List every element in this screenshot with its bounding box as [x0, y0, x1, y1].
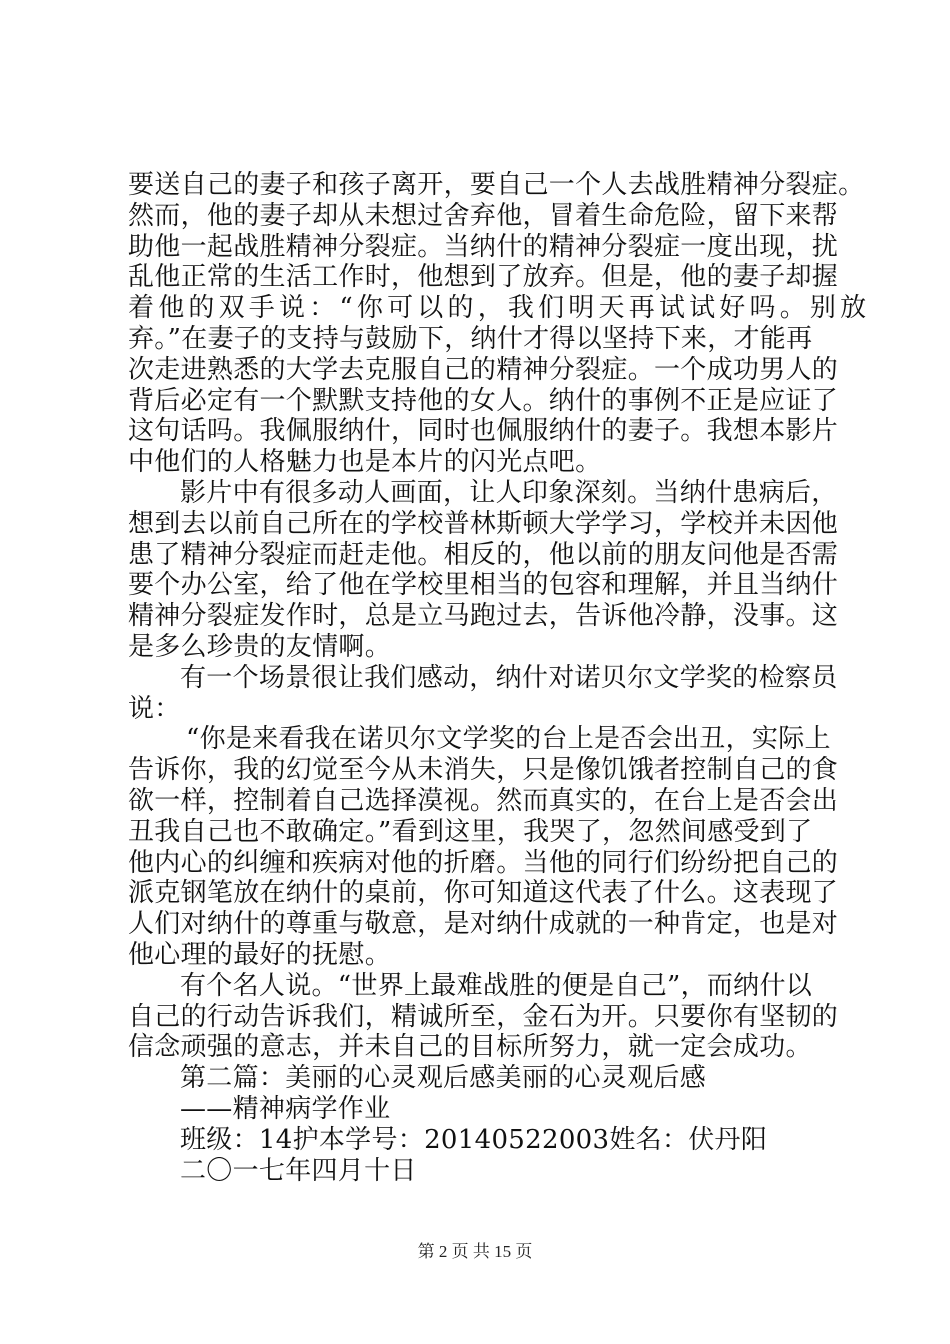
text-line: 中他们的人格魅力也是本片的闪光点吧。 [128, 447, 602, 478]
text-line: 欲一样，控制着自己选择漠视。然而真实的，在台上是否会出 [128, 785, 839, 816]
paragraph-start-line: 有个名人说。“世界上最难战胜的便是自己”，而纳什以 [180, 970, 813, 1001]
text-line: 背后必定有一个默默支持他的女人。纳什的事例不正是应证了 [128, 385, 839, 416]
text-line: 乱他正常的生活工作时，他想到了放弃。但是，他的妻子却握 [128, 262, 839, 293]
text-line: 这句话吗。我佩服纳什，同时也佩服纳什的妻子。我想本影片 [128, 416, 839, 447]
paragraph-start-line: 有一个场景很让我们感动，纳什对诺贝尔文学奖的检察员 [180, 662, 838, 693]
text-line: 要送自己的妻子和孩子离开，要自己一个人去战胜精神分裂症。 [128, 170, 865, 200]
document-body [128, 170, 871, 1186]
quote-start-line: “你是来看我在诺贝尔文学奖的台上是否会出丑，实际上 [186, 724, 831, 755]
text-line: 他心理的最好的抚慰。 [128, 939, 392, 970]
text-line: 弃。”在妻子的支持与鼓励下，纳什才得以坚持下来，才能再 [128, 323, 813, 354]
text-line: 要个办公室，给了他在学校里相当的包容和理解，并且当纳什 [128, 570, 839, 601]
text-line: 信念顽强的意志，并未自己的目标所努力，就一定会成功。 [128, 1032, 812, 1063]
text-line: 人们对纳什的尊重与敬意，是对纳什成就的一种肯定，也是对 [128, 909, 839, 940]
text-line: 派克钢笔放在纳什的桌前，你可知道这代表了什么。这表现了 [128, 878, 839, 909]
text-line: 说： [128, 693, 181, 724]
text-line: 想到去以前自己所在的学校普林斯顿大学学习，学校并未因他 [128, 508, 839, 539]
paragraph-start-line: 影片中有很多动人画面，让人印象深刻。当纳什患病后， [180, 477, 838, 508]
text-line: 着他的双手说：“你可以的，我们明天再试试好吗。别放 [128, 293, 871, 324]
text-line: 告诉你，我的幻觉至今从未消失，只是像饥饿者控制自己的食 [128, 755, 839, 786]
document-date: 二〇一七年四月十日 [180, 1155, 417, 1186]
text-line: 然而，他的妻子却从未想过舍弃他，冒着生命危险，留下来帮 [128, 200, 839, 231]
page-number-footer: 第 2 页 共 15 页 [417, 1242, 533, 1261]
section-subtitle: ——精神病学作业 [180, 1093, 391, 1124]
text-line: 他内心的纠缠和疾病对他的折磨。当他的同行们纷纷把自己的 [128, 847, 839, 878]
student-info: 班级：14护本学号：20140522003姓名：伏丹阳 [180, 1124, 768, 1155]
text-line: 患了精神分裂症而赶走他。相反的，他以前的朋友问他是否需 [128, 539, 839, 570]
text-line: 次走进熟悉的大学去克服自己的精神分裂症。一个成功男人的 [128, 354, 839, 385]
text-line: 丑我自己也不敢确定。”看到这里，我哭了，忽然间感受到了 [128, 816, 813, 847]
text-line: 精神分裂症发作时，总是立马跑过去，告诉他冷静，没事。这 [128, 601, 839, 632]
text-line: 是多么珍贵的友情啊。 [128, 631, 392, 662]
section-title: 第二篇：美丽的心灵观后感美丽的心灵观后感 [180, 1063, 707, 1094]
text-line: 自己的行动告诉我们，精诚所至，金石为开。只要你有坚韧的 [128, 1001, 839, 1032]
text-line: 助他一起战胜精神分裂症。当纳什的精神分裂症一度出现，扰 [128, 231, 839, 262]
